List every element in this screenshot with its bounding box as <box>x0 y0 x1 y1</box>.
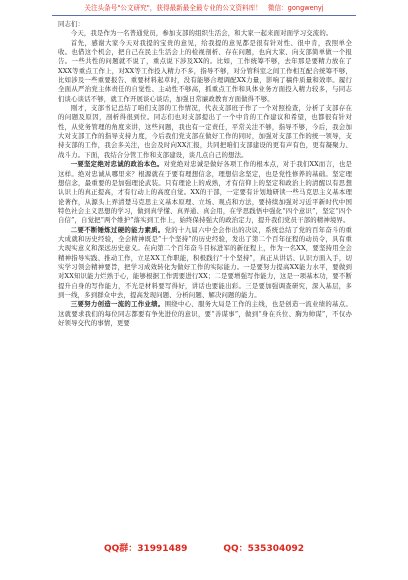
paragraph-heading-1: 一要坚定绝对忠诚的政治本色。对党绝对忠诚是做好各项工作的根本点，对于我们XX而言，也是这样。绝对忠诚从哪里来？根源就在于要有理想信念，理想信念坚定，也是党性修养的基础。坚定理想信念，最重要的是加强理论武装。只有理论上的成熟，才有信仰上的坚定和政治上的清醒以有思想认识上的真正提高，才有行动上的高度自觉。XX的干部，一定要有计划地研读一些马克思主义基本理论著作，从源头上弄清楚马克思主义基本原理、立场、观点和方法，要持续加强对习近平新时代中国特色社会主义思想的学习，做到真学懂、真弄通、真会用，在学思践悟中强化“四个意识”，坚定“四个自信”，自觉把“两个维护”落实到工作上，始终保持强大的政治定力，提升我们党员干部的精神境界。 <box>58 160 352 225</box>
paragraph: 今天，我是作为一名普通党员，参加支部的组织生活会，和大家一起来面对面学习交流的。 <box>70 29 333 38</box>
section-heading: 一要坚定绝对忠诚的政治本色。 <box>70 160 164 169</box>
banner-divider <box>52 15 356 16</box>
paragraph: 刚才，支部书记总结了咱们支部的工作情况，代表支部班子作了一个对照检查，分析了支部存在的问题及原因，剖析得很到位。同志们也对支部提出了一个中肯的工作建议和希望，也都很有针对性，从党务管理的角度来讲，这些问题，我也有一定责任，平常关注不够，指导不够，今后，我会加大对支部工作的指导支持力度，今后我们党支部在做好工作的同时，加强对支部工作的统一领导，支持支部的工作，我会多关注，也会及时向XX汇报，共同把咱们支部建设的更有声有色，更有凝聚力、战斗力。下面，我结合分管工作和支部建设，谈几点自己的想法。 <box>58 104 352 159</box>
qq-group: QQ群：31991489 <box>103 544 188 554</box>
contact-footer <box>0 541 408 554</box>
paragraph-heading-2: 二要不断锤炼过硬的能力素质。党的十九届六中全会作出的决议，系统总结了党的百年奋斗的重大成就和历史经验，全会精神既是“十个坚持”的历史经验，发出了第二个百年征程的动员令，具有重大现实意义和深远历史意义。在向第二个百年奋斗目标进军的新征程上，作为一名XX，要坚持用全会精神指导实践、推动工作，立足XX工作职能，积极践行“十个坚持”，真正从讲话、认识方面入手，切实学习领会精神要旨，把学习成效转化为做好工作的实际能力。一是要努力提高XX能力水平，要做到对XX知识能力烂熟于心，能够根据工作需要进行XX；二是要增强写作能力，这是一项基本功，要不断提升自身的写作能力，不光是材料要写得好，讲话也要能出彩。三是要加强调查研究，深入基层，多到一线，多到群众中去，提高发现问题、分析问题、解决问题的能力。 <box>58 225 353 299</box>
document-body <box>58 20 352 328</box>
qq-contact: QQ：535304092 <box>223 544 305 554</box>
salutation: 同志们： <box>58 20 85 28</box>
promo-banner <box>0 4 408 13</box>
section-heading: 二要不断锤炼过硬的能力素质。 <box>70 225 165 234</box>
banner-text: 关注头条号"公文研究"，获得最新最全最专业的公文资料库！ <box>84 4 262 12</box>
banner-wechat: 微信：gongwenyj <box>267 4 324 12</box>
paragraph-heading-3: 三要努力创造一流的工作业绩。围绕中心、服务大局是工作的主线，也是创造一流业绩的基点。这就要求我们的每位同志都要有争先进位的意识，要“善谋事”，做到“身在兵位、胸为帅谋”，不仅办好领导交代的事情，更要 <box>58 300 353 327</box>
section-heading: 三要努力创造一流的工作业绩。 <box>70 300 165 309</box>
paragraph: 首先，感谢大家今天对我提的宝贵的意见，给我提的意见都是很有针对性、很中肯，我照单全收。也借这个机会，把自己在民主生活会上的检视剖析、存在问题，也向大家、向支部简单做一个报告。一些共性的问题就不说了，重点说下涉及XX的。比如，工作统筹不够，去年那是要精力放在了XXX等重点工作上，对XX等工作投入精力不多，指导不够，对分管科室之间工作相互配合统筹不够，比如涉及一些重要报告、重要材料起草时，没有能够合理调配XX力量，影响了稿件质量和效率。履行全面从严治党主体责任的自觉性、主动性不够高，抓重点工作和具体业务方面投入精力较多，与同志们谈心谈话不够，就工作开展谈心谈话，加强日常廉政教育方面做得不够。 <box>58 38 352 103</box>
